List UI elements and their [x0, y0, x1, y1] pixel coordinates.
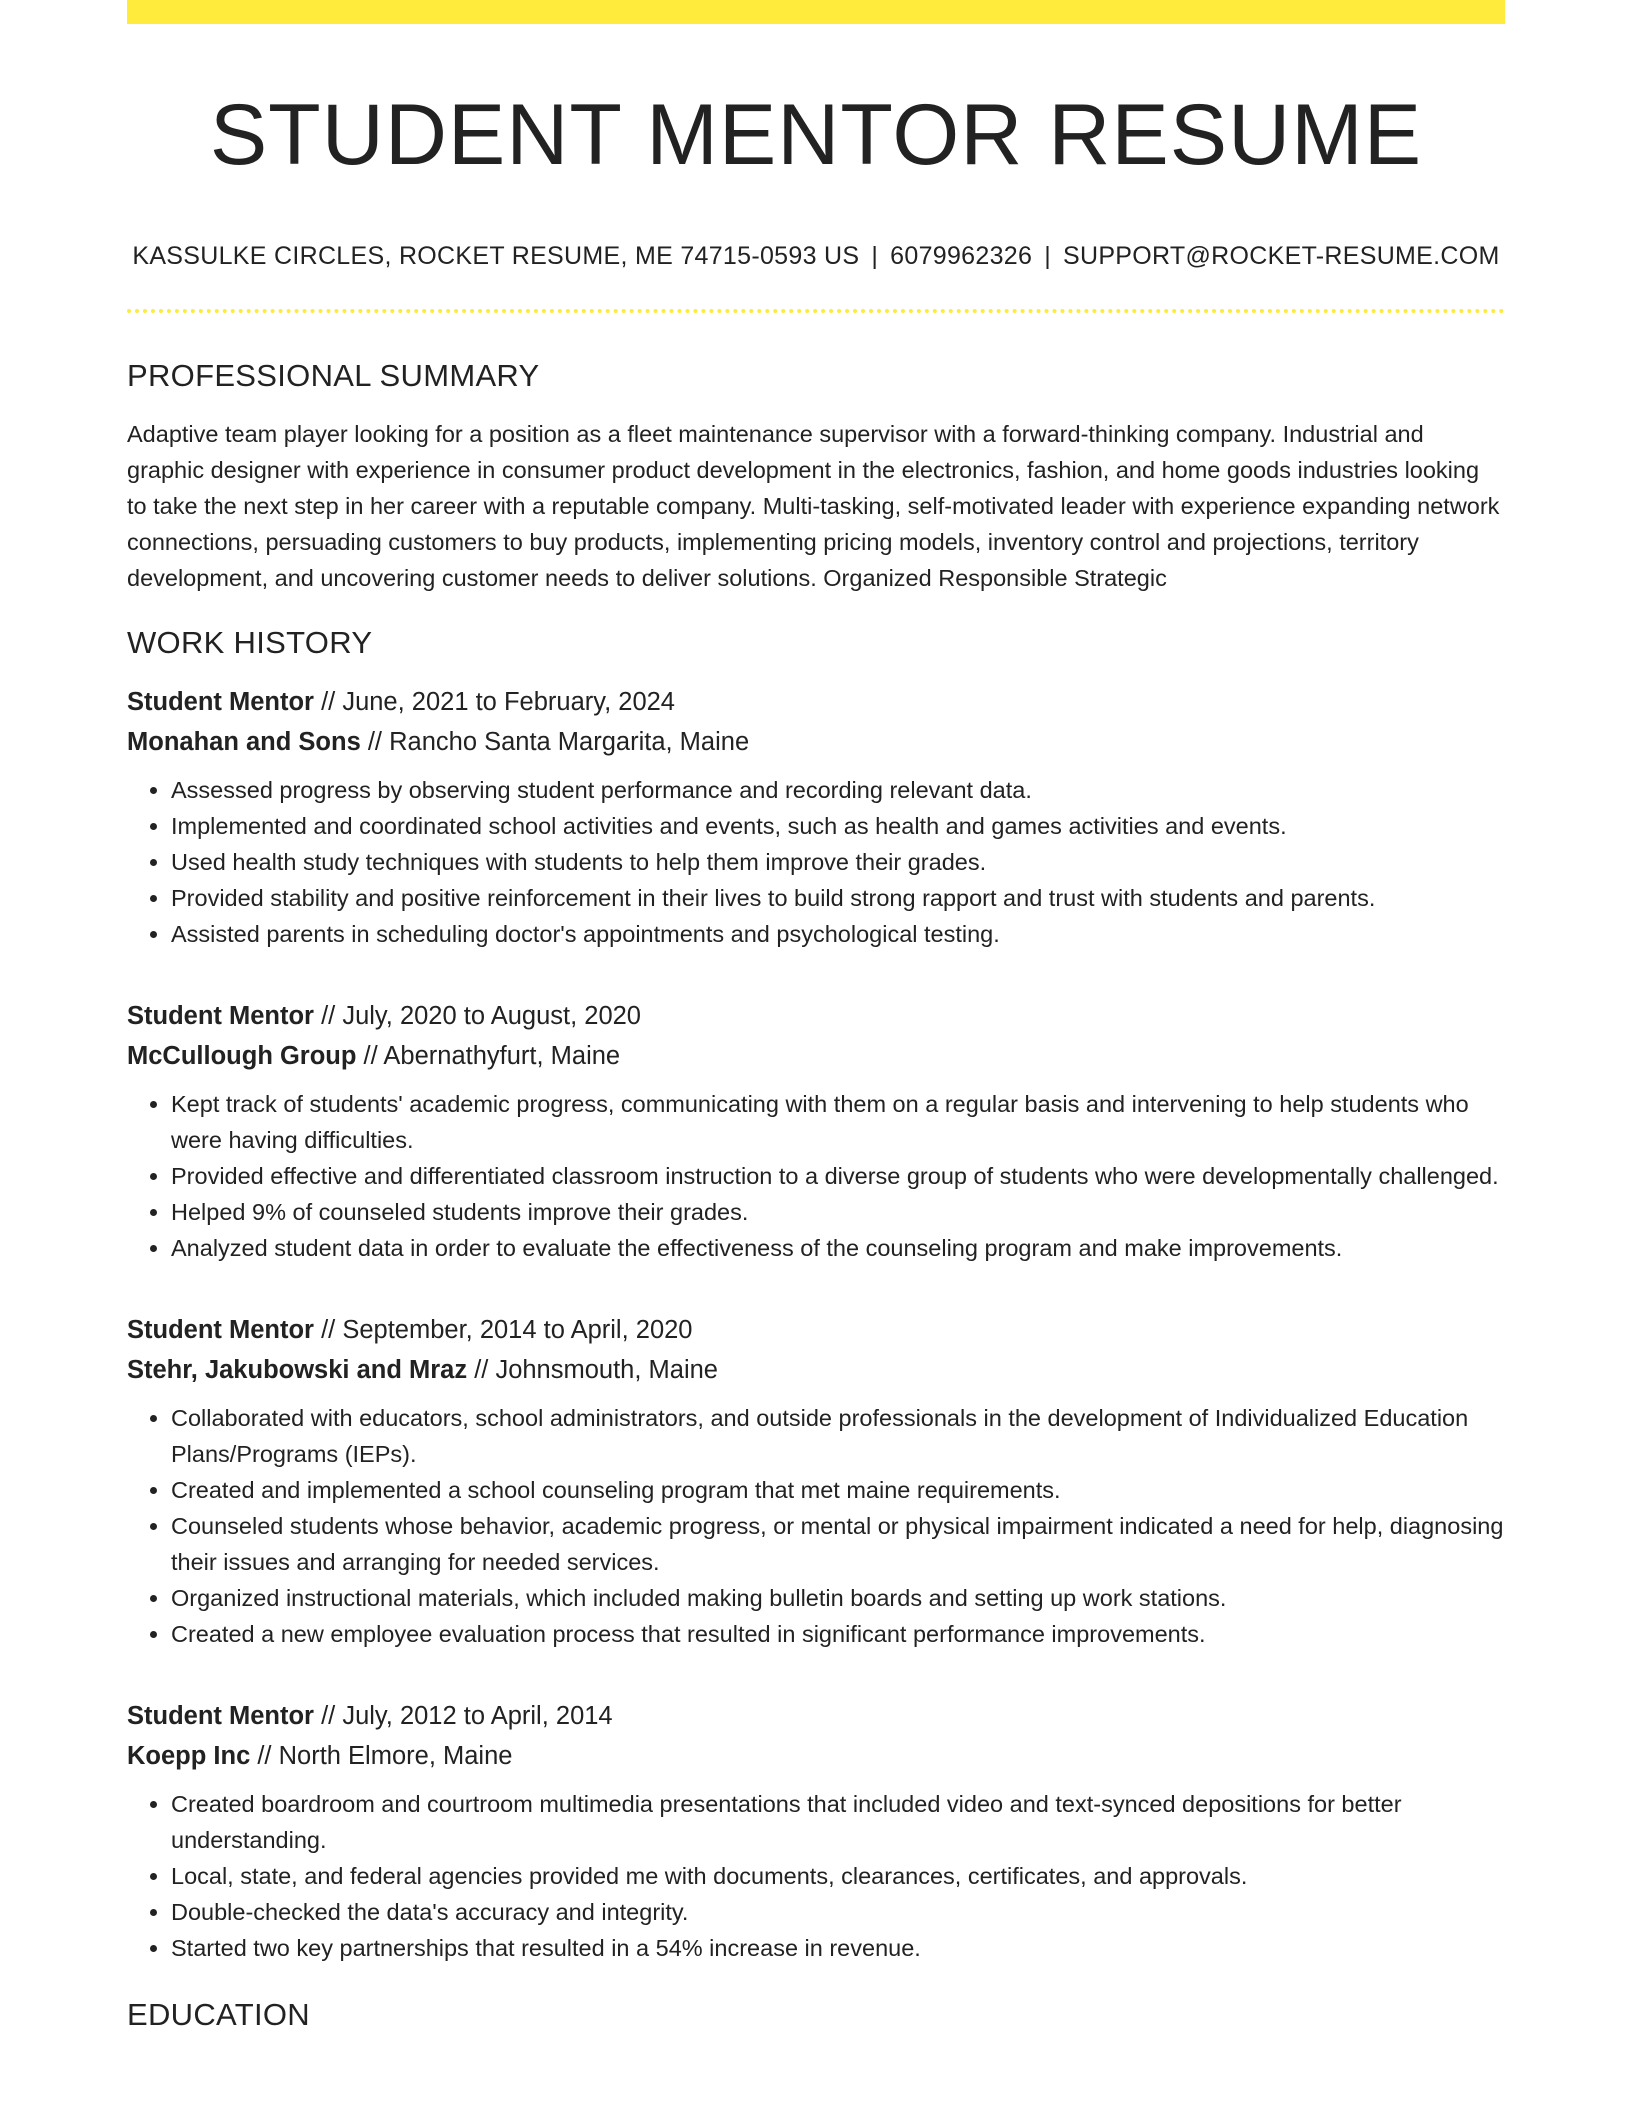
work-history-heading: WORK HISTORY — [127, 625, 373, 661]
job-location: // Abernathyfurt, Maine — [356, 1041, 621, 1070]
summary-text: Adaptive team player looking for a position as a fleet maintenance supervisor with a forward-thinking company. Industrial and graphic designer with experience in consumer product development in the electronics, fashion, and home goods industries looking to take the next step in her career with a reputable company. Multi-tasking, self-motivated leader with experience expanding network connections, persuading customers to buy products, implementing pricing models, inventory control and projections, territory development, and uncovering customer needs to deliver solutions. Organized Responsible Strategic — [127, 421, 1500, 592]
job-bullets — [127, 1400, 1505, 1652]
job-bullet: • Assessed progress by observing student performance and recording relevant data. — [171, 772, 1505, 808]
job-bullet: • Started two key partnerships that resulted in a 54% increase in revenue. — [171, 1930, 1505, 1966]
contact-email: SUPPORT@ROCKET-RESUME.COM — [1063, 242, 1500, 271]
job-dates: // July, 2020 to August, 2020 — [313, 1001, 641, 1030]
job-bullet: • Provided stability and positive reinforcement in their lives to build strong rapport and trust with students and parents. — [171, 880, 1505, 916]
job-bullets — [127, 1786, 1505, 1966]
job-bullet: • Created a new employee evaluation process that resulted in significant performance improvements. — [171, 1616, 1505, 1652]
job-bullet: • Analyzed student data in order to evaluate the effectiveness of the counseling program and make improvements. — [171, 1230, 1505, 1266]
job-bullet: • Helped 9% of counseled students improve their grades. — [171, 1194, 1505, 1230]
job-role-line — [127, 1696, 1505, 1736]
job-entry — [127, 682, 1505, 952]
job-role-line — [127, 682, 1505, 722]
job-bullet: • Counseled students whose behavior, academic progress, or mental or physical impairment indicated a need for help, diagnosing their issues and arranging for needed services. — [171, 1508, 1505, 1580]
job-role: Student Mentor — [127, 687, 314, 716]
job-bullet: • Kept track of students' academic progress, communicating with them on a regular basis and intervening to help students who were having difficulties. — [171, 1086, 1505, 1158]
job-bullet: • Used health study techniques with students to help them improve their grades. — [171, 844, 1505, 880]
job-bullet: • Double-checked the data's accuracy and integrity. — [171, 1894, 1505, 1930]
job-role: Student Mentor — [127, 1701, 314, 1730]
job-bullet: • Implemented and coordinated school activities and events, such as health and games activities and events. — [171, 808, 1505, 844]
job-location: // Rancho Santa Margarita, Maine — [360, 727, 750, 756]
job-entry — [127, 996, 1505, 1266]
resume-page — [127, 0, 1505, 2033]
job-bullet: • Provided effective and differentiated classroom instruction to a diverse group of students who were developmentally challenged. — [171, 1158, 1505, 1194]
job-company-line — [127, 722, 1505, 762]
job-entry — [127, 1310, 1505, 1652]
job-bullet: • Organized instructional materials, which included making bulletin boards and setting up work stations. — [171, 1580, 1505, 1616]
contact-address: KASSULKE CIRCLES, ROCKET RESUME, ME 74715-0593 US — [132, 242, 860, 271]
job-entry — [127, 1696, 1505, 1966]
job-company: Koepp Inc — [127, 1741, 251, 1770]
job-bullet: • Assisted parents in scheduling doctor's appointments and psychological testing. — [171, 916, 1505, 952]
job-bullets — [127, 1086, 1505, 1266]
dotted-divider — [127, 309, 1505, 313]
job-company-line — [127, 1736, 1505, 1776]
education-heading: EDUCATION — [127, 1996, 310, 2032]
job-dates: // June, 2021 to February, 2024 — [313, 687, 675, 716]
accent-top-bar — [127, 0, 1505, 24]
job-bullet: • Collaborated with educators, school administrators, and outside professionals in the development of Individualized Education Plans/Programs (IEPs). — [171, 1400, 1505, 1472]
job-bullet: • Created boardroom and courtroom multimedia presentations that included video and text-synced depositions for better understanding. — [171, 1786, 1505, 1858]
resume-title: STUDENT MENTOR RESUME — [209, 87, 1423, 183]
summary-heading: PROFESSIONAL SUMMARY — [127, 358, 540, 394]
job-company: McCullough Group — [127, 1041, 357, 1070]
job-company-line — [127, 1036, 1505, 1076]
job-bullets — [127, 772, 1505, 952]
job-location: // Johnsmouth, Maine — [467, 1355, 718, 1384]
job-bullet: • Created and implemented a school counseling program that met maine requirements. — [171, 1472, 1505, 1508]
job-company: Monahan and Sons — [127, 727, 361, 756]
work-history-list — [127, 682, 1505, 1966]
job-role-line — [127, 996, 1505, 1036]
job-bullet: • Local, state, and federal agencies provided me with documents, clearances, certificates, and approvals. — [171, 1858, 1505, 1894]
job-role: Student Mentor — [127, 1315, 314, 1344]
contact-phone: 6079962326 — [890, 242, 1033, 271]
contact-line — [127, 241, 1505, 271]
job-dates: // July, 2012 to April, 2014 — [313, 1701, 613, 1730]
job-company: Stehr, Jakubowski and Mraz — [127, 1355, 468, 1384]
job-role: Student Mentor — [127, 1001, 314, 1030]
job-location: // North Elmore, Maine — [250, 1741, 513, 1770]
contact-separator: | — [1044, 242, 1051, 271]
job-company-line — [127, 1350, 1505, 1390]
job-dates: // September, 2014 to April, 2020 — [313, 1315, 693, 1344]
contact-separator: | — [871, 242, 879, 271]
job-role-line — [127, 1310, 1505, 1350]
